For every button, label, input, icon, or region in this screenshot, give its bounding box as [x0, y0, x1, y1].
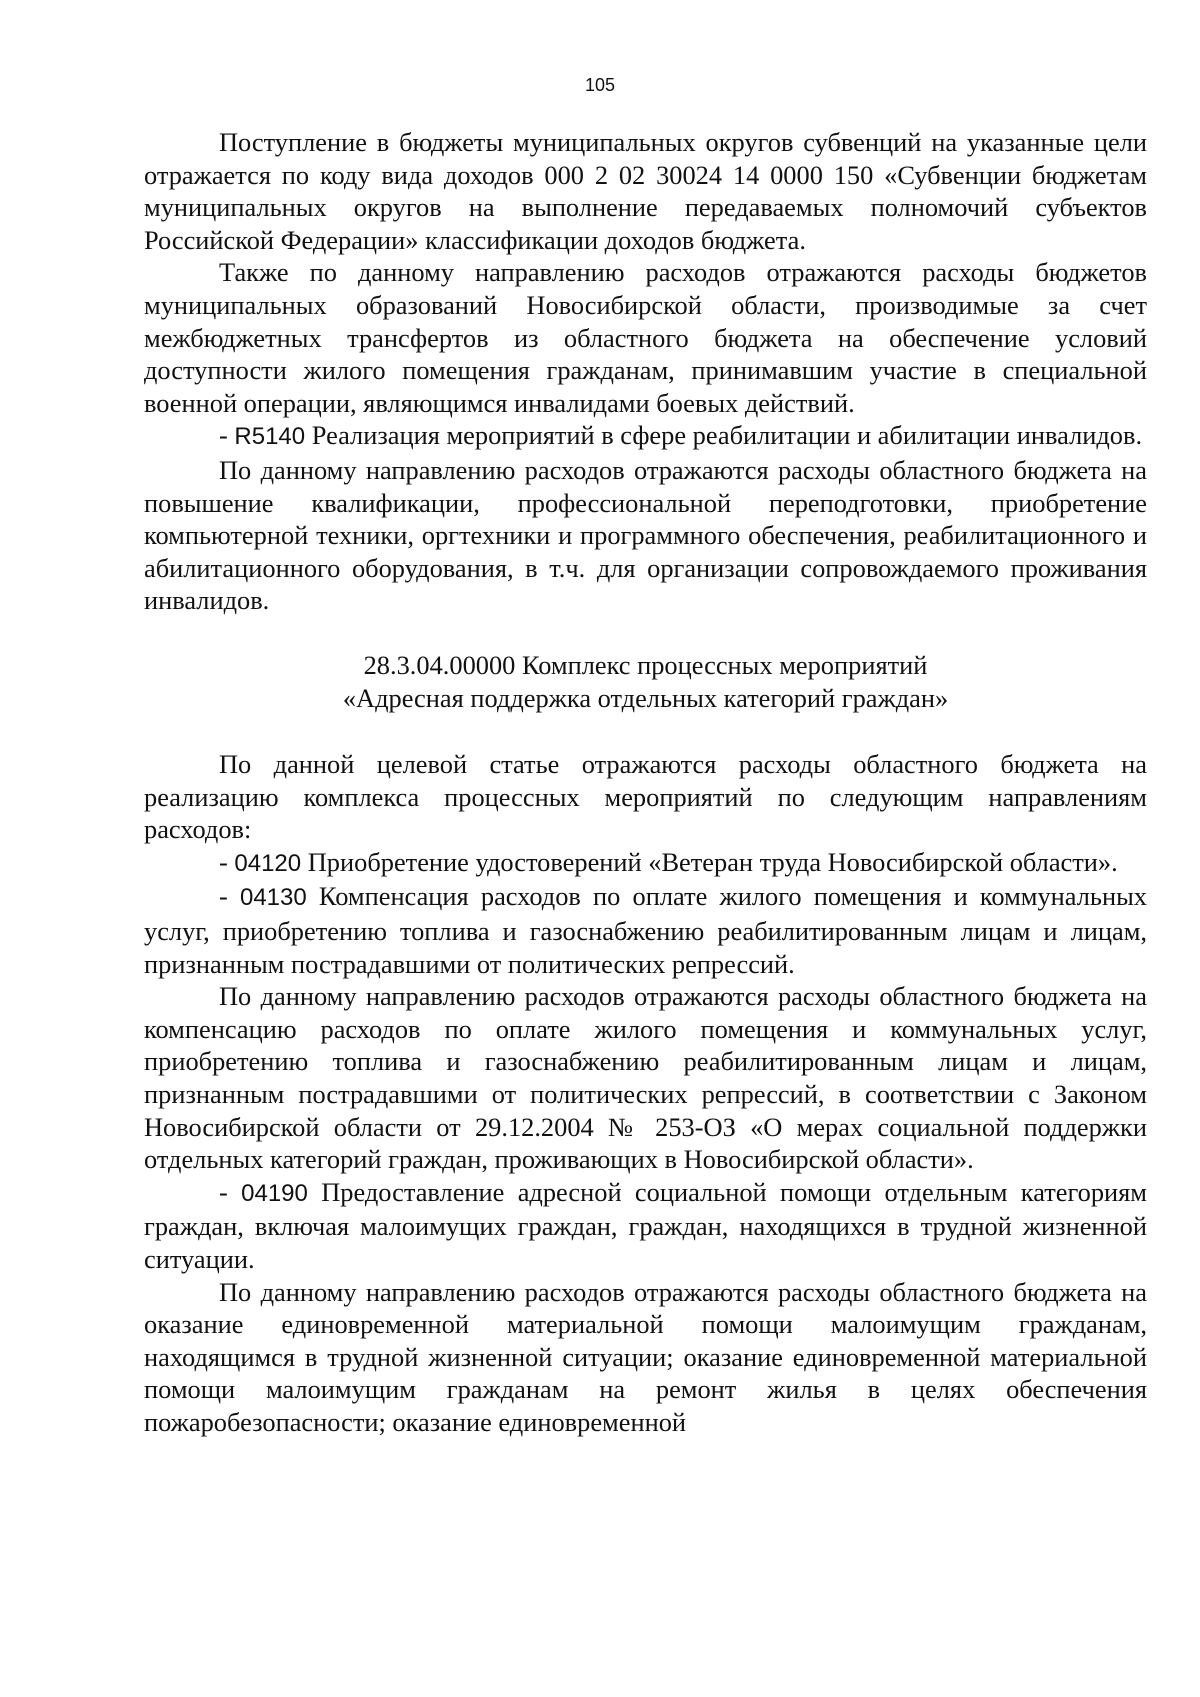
- paragraph: По данному направлению расходов отражаются расходы областного бюджета на повышение квалификации, профессиональной переподготовки, приобретение компьютерной техники, оргтехники и программного обеспечения, реабилитационного и абилитационного оборудования, в т.ч. для организации сопровождаемого проживания инвалидов.: [144, 454, 1147, 616]
- list-item-text: Предоставление адресной социальной помощи отдельным категориям граждан, включая малоимущих граждан, граждан, находящихся в трудной жизненной ситуации.: [144, 1176, 1147, 1274]
- expense-code: 04190: [241, 1179, 308, 1207]
- paragraph: По данному направлению расходов отражаются расходы областного бюджета на оказание единовременной материальной помощи малоимущим гражданам, находящимся в трудной жизненной ситуации; оказание единовременной материальной помощи малоимущим гражданам на ремонт жилья в целях обеспечения пожаробезопасности; оказание единовременной: [144, 1276, 1147, 1437]
- paragraph: Поступление в бюджеты муниципальных округов субвенций на указанные цели отражается по коду вида доходов 000 2 02 30024 14 0000 150 «Субвенции бюджетам муниципальных округов на выполнение передаваемых полномочий субъектов Российской Федерации» классификации доходов бюджета.: [144, 127, 1147, 255]
- list-item-text: Приобретение удостоверений «Ветеран труда Новосибирской области».: [307, 846, 1118, 877]
- expense-code: 04130: [239, 884, 307, 912]
- page-number: 105: [584, 75, 616, 95]
- list-item: - 04190 Предоставление адресной социальной помощи отдельным категориям граждан, включая малоимущих граждан, граждан, находящихся в трудной жизненной ситуации.: [144, 1176, 1147, 1274]
- expense-code: R5140: [234, 423, 306, 451]
- list-item-text: Реализация мероприятий в сфере реабилитации и абилитации инвалидов.: [311, 420, 1143, 451]
- document-body: [144, 126, 1147, 1439]
- list-item: - 04130 Компенсация расходов по оплате жилого помещения и коммунальных услуг, приобретению топлива и газоснабжению реабилитированным лицам и лицам, признанным пострадавшими от политических репрессий.: [144, 881, 1147, 979]
- expense-code: 04120: [234, 849, 302, 877]
- paragraph: По данной целевой статье отражаются расходы областного бюджета на реализацию комплекса процессных мероприятий по следующим направлениям расходов:: [144, 749, 1147, 845]
- paragraph: По данному направлению расходов отражаются расходы областного бюджета на компенсацию расходов по оплате жилого помещения и коммунальных услуг, приобретению топлива и газоснабжению реабилитированным лицам и лицам, признанным пострадавшими от политических репрессий, в соответствии с Законом Новосибирской области от 29.12.2004 № 253-ОЗ «О мерах социальной поддержки отдельных категорий граждан, проживающих в Новосибирской области».: [144, 981, 1147, 1175]
- list-item: - R5140 Реализация мероприятий в сфере реабилитации и абилитации инвалидов.: [219, 420, 1143, 451]
- section-heading: [144, 649, 1147, 714]
- list-item: - 04120 Приобретение удостоверений «Ветеран труда Новосибирской области».: [219, 846, 1118, 877]
- section-heading-line-2: «Адресная поддержка отдельных категорий граждан»: [342, 682, 949, 713]
- section-heading-line-1: 28.3.04.00000 Комплекс процессных мероприятий: [363, 649, 928, 680]
- paragraph: Также по данному направлению расходов отражаются расходы бюджетов муниципальных образований Новосибирской области, производимые за счет межбюджетных трансфертов из областного бюджета на обеспечение условий доступности жилого помещения гражданам, принимавшим участие в специальной военной операции, являющимся инвалидами боевых действий.: [144, 257, 1147, 418]
- list-item-text: Компенсация расходов по оплате жилого помещения и коммунальных услуг, приобретению топлива и газоснабжению реабилитированным лицам и лицам, признанным пострадавшими от политических репрессий.: [144, 881, 1147, 979]
